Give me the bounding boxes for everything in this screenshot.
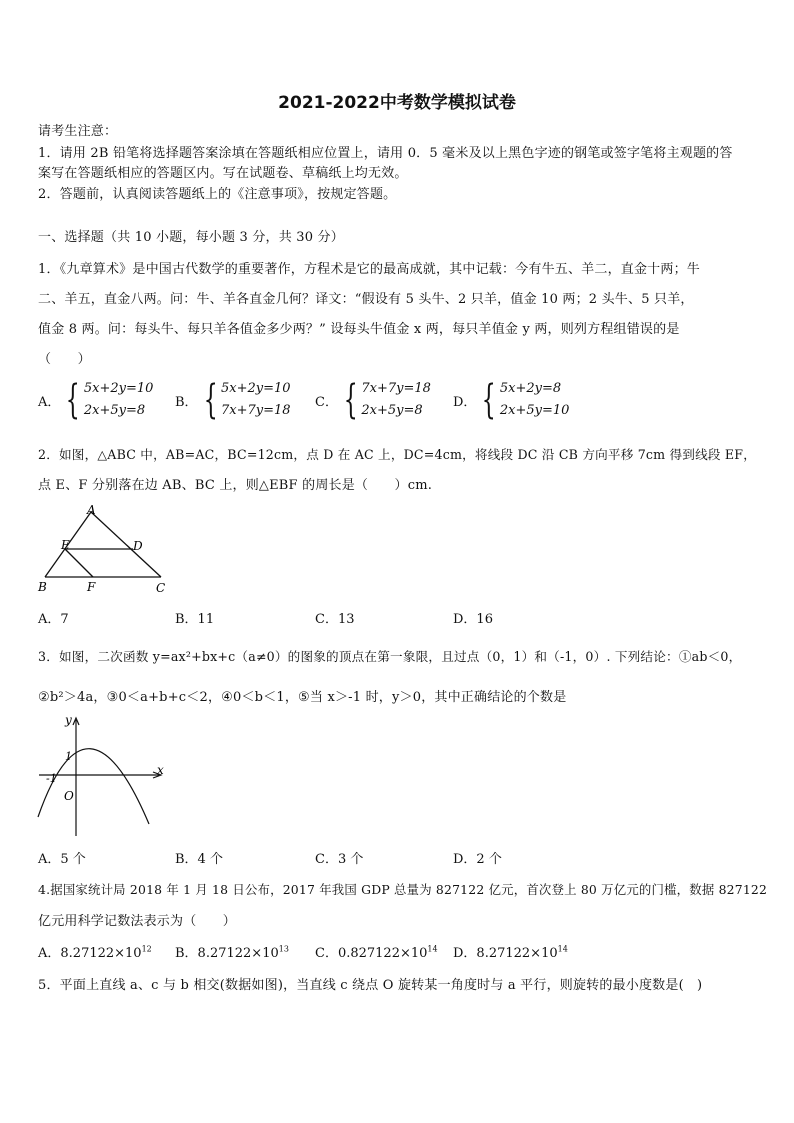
q3-line-2: ②b²＞4a，③0＜a+b+c＜2，④0＜b＜1，⑤当 x＞-1 时，y＞0，其中正确结论的个数是	[38, 690, 567, 705]
tick-label-neg1: -1	[46, 772, 57, 785]
x-axis-label: x	[157, 763, 164, 777]
exponent: 12	[141, 944, 152, 954]
q4-option-a	[38, 942, 152, 961]
equation: 2x+5y=8	[83, 403, 146, 418]
q5-line-1: 5．平面上直线 a、c 与 b 相交(数据如图)，当直线 c 绕点 O 旋转某一角度时与 a 平行，则旋转的最小度数是( )	[38, 978, 703, 993]
q2-line-2: 点 E、F 分别落在边 AB、BC 上，则△EBF 的周长是（ ）cm.	[38, 478, 433, 493]
q1-option-c	[315, 378, 431, 422]
q2-option-a: A．7	[38, 612, 69, 627]
exponent: 14	[427, 944, 438, 954]
exponent: 13	[278, 944, 289, 954]
q3-option-d: D．2 个	[453, 852, 502, 867]
label-c: C	[156, 581, 166, 595]
label-e: E	[61, 538, 70, 552]
q4-line-2: 亿元用科学记数法表示为（ ）	[38, 914, 237, 929]
option-label: C．	[315, 394, 338, 410]
q1-line-4: （ ）	[38, 352, 91, 367]
page-title: 2021-2022中考数学模拟试卷	[278, 93, 516, 113]
notice-line-2: 案写在答题纸相应的答题区内。写在试题卷、草稿纸上均无效。	[38, 166, 408, 181]
label-d: D	[133, 539, 143, 553]
left-brace: {	[203, 377, 218, 423]
option-text: D．8.27122×10	[453, 946, 558, 961]
equation: 2x+5y=10	[499, 403, 570, 418]
triangle-figure	[35, 502, 175, 597]
q4-option-c	[315, 942, 438, 961]
equation: 7x+7y=18	[221, 403, 291, 418]
left-brace: {	[66, 377, 81, 423]
y-axis-label: y	[65, 713, 72, 727]
exponent: 14	[557, 944, 568, 954]
option-label: B．	[175, 394, 198, 410]
equation: 7x+7y=18	[361, 381, 431, 396]
q1-line-3: 值金 8 两。问：每头牛、每只羊各值金多少两？” 设每头牛值金 x 两，每只羊值金 y 两，则列方程组错误的是	[38, 322, 680, 337]
q1-line-1: 1．《九章算术》是中国古代数学的重要著作，方程术是它的最高成就，其中记载：今有牛五、羊二，直金十两；牛	[38, 262, 700, 277]
section-heading: 一、选择题（共 10 小题，每小题 3 分，共 30 分）	[38, 230, 344, 245]
q3-line-1: 3．如图，二次函数 y=ax²+bx+c（a≠0）的图象的顶点在第一象限，且过点（0，1）和（-1，0）. 下列结论：①ab＜0，	[38, 649, 742, 664]
label-b: B	[38, 580, 47, 594]
option-text: B．8.27122×10	[175, 946, 279, 961]
option-text: C．0.827122×10	[315, 946, 428, 961]
label-a: A	[87, 503, 96, 517]
q4-line-1: 4.据国家统计局 2018 年 1 月 18 日公布，2017 年我国 GDP 总量为 827122 亿元，首次登上 80 万亿元的门槛，数据 827122	[38, 882, 768, 897]
label-f: F	[87, 580, 96, 594]
q2-option-c: C．13	[315, 612, 355, 627]
origin-label: O	[64, 789, 74, 803]
q1-option-b	[175, 378, 291, 422]
q4-option-b	[175, 942, 289, 961]
q3-option-a: A．5 个	[38, 852, 86, 867]
q1-option-a	[38, 378, 153, 422]
q4-option-d	[453, 942, 568, 961]
q2-line-1: 2．如图，△ABC 中，AB=AC，BC=12cm，点 D 在 AC 上，DC=4cm，将线段 DC 沿 CB 方向平移 7cm 得到线段 EF，	[38, 447, 757, 462]
notice-line-3: 2．答题前，认真阅读答题纸上的《注意事项》，按规定答题。	[38, 187, 397, 202]
notice-line-1: 1．请用 2B 铅笔将选择题答案涂填在答题纸相应位置上，请用 0．5 毫米及以上黑色字迹的钢笔或签字笔将主观题的答	[38, 146, 733, 161]
equation: 5x+2y=8	[499, 381, 562, 396]
left-brace: {	[343, 377, 358, 423]
left-brace: {	[482, 377, 497, 423]
option-label: D．	[453, 394, 477, 410]
option-label: A．	[38, 394, 61, 410]
q3-option-c: C．3 个	[315, 852, 364, 867]
q2-option-d: D．16	[453, 612, 493, 627]
tick-label-1: 1	[65, 750, 72, 763]
q3-option-b: B．4 个	[175, 852, 223, 867]
q2-option-b: B．11	[175, 612, 215, 627]
q1-line-2: 二、羊五，直金八两。问：牛、羊各直金几何？译文：“假设有 5 头牛、2 只羊，值金 10 两；2 头牛、5 只羊，	[38, 292, 694, 307]
option-text: A．8.27122×10	[38, 946, 142, 961]
equation: 5x+2y=10	[221, 381, 291, 396]
equation: 2x+5y=8	[361, 403, 423, 418]
notice-heading: 请考生注意：	[38, 124, 118, 139]
q1-option-d	[453, 378, 569, 422]
parabola-figure	[35, 712, 170, 840]
equation: 5x+2y=10	[83, 381, 154, 396]
